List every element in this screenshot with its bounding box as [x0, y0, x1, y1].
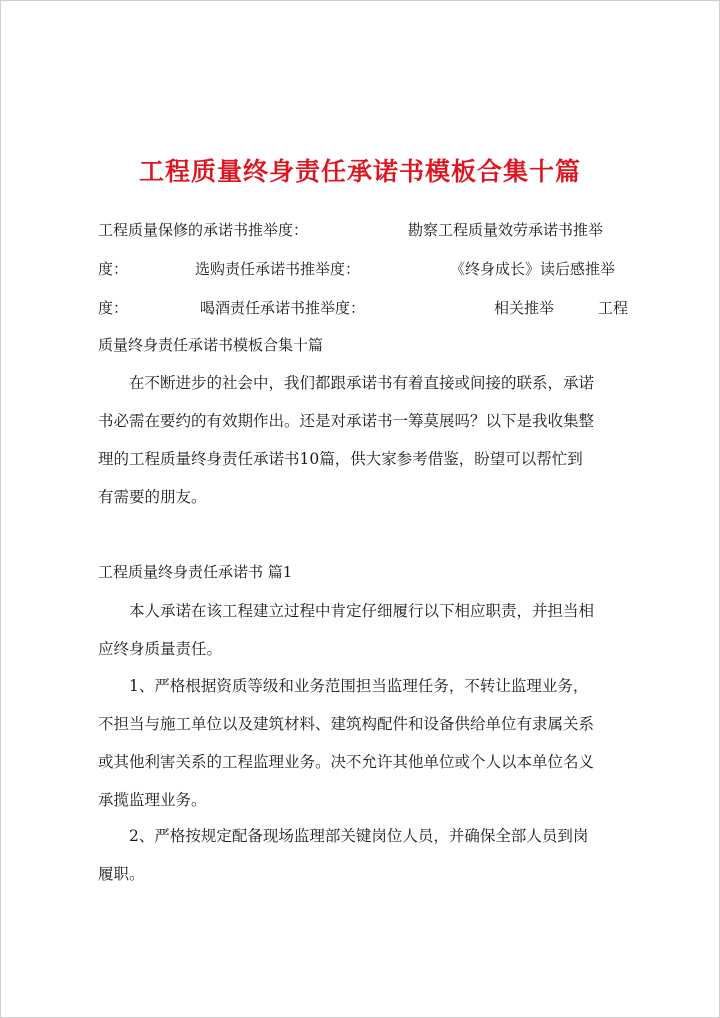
section-paragraph-1: [98, 592, 629, 668]
item-1-paragraph: [98, 667, 629, 819]
recommend-link-4[interactable]: 选购责任承诺书推举度：: [195, 260, 361, 278]
item1-line-4: 承揽监理业务。: [98, 791, 207, 809]
recommend-link-10[interactable]: 质量终身责任承诺书模板合集十篇: [98, 336, 324, 354]
recommend-text-3: 度：: [98, 260, 129, 278]
item1-line-2: 不担当与施工单位以及建筑材料、建筑构配件和设备供给单位有隶属关系: [98, 715, 595, 733]
document-title: 工程质量终身责任承诺书模板合集十篇: [138, 157, 581, 186]
recommend-link-7[interactable]: 喝酒责任承诺书推举度：: [200, 299, 366, 317]
intro-paragraph: [98, 364, 629, 516]
intro-line-1: 在不断进步的社会中，我们都跟承诺书有着直接或间接的联系，承诺: [129, 374, 595, 392]
recommend-link-9[interactable]: 工程: [598, 299, 629, 317]
item-2-paragraph: [98, 817, 629, 893]
recommend-link-5[interactable]: 《终身成长》读后感推举: [450, 260, 616, 278]
recommend-text-6: 度：: [98, 299, 129, 317]
item2-line-2: 履职。: [98, 865, 145, 883]
item1-line-3: 或其他利害关系的工程监理业务。决不允许其他单位或个人以本单位名义: [98, 753, 595, 771]
section-p1-line-1: 本人承诺在该工程建立过程中肯定仔细履行以下相应职责，并担当相: [129, 602, 595, 620]
intro-line-2: 书必需在要约的有效期作出。还是对承诺书一筹莫展吗？以下是我收集整: [98, 412, 595, 430]
related-recommend-label: 相关推举: [494, 299, 555, 317]
item2-line-1: 2、严格按规定配备现场监理部关键岗位人员，并确保全部人员到岗: [129, 827, 589, 845]
item1-line-1: 1、严格根据资质等级和业务范围担当监理任务，不转让监理业务，: [129, 677, 589, 695]
intro-line-4: 有需要的朋友。: [98, 488, 207, 506]
section-p1-line-2: 应终身质量责任。: [98, 640, 223, 658]
intro-line-3: 理的工程质量终身责任承诺书10篇，供大家参考借鉴，盼望可以帮忙到: [98, 450, 583, 468]
recommend-link-1[interactable]: 工程质量保修的承诺书推举度：: [98, 221, 309, 239]
section-heading: 工程质量终身责任承诺书 篇1: [98, 563, 293, 581]
recommend-link-2[interactable]: 勘察工程质量效劳承诺书推举: [408, 221, 604, 239]
